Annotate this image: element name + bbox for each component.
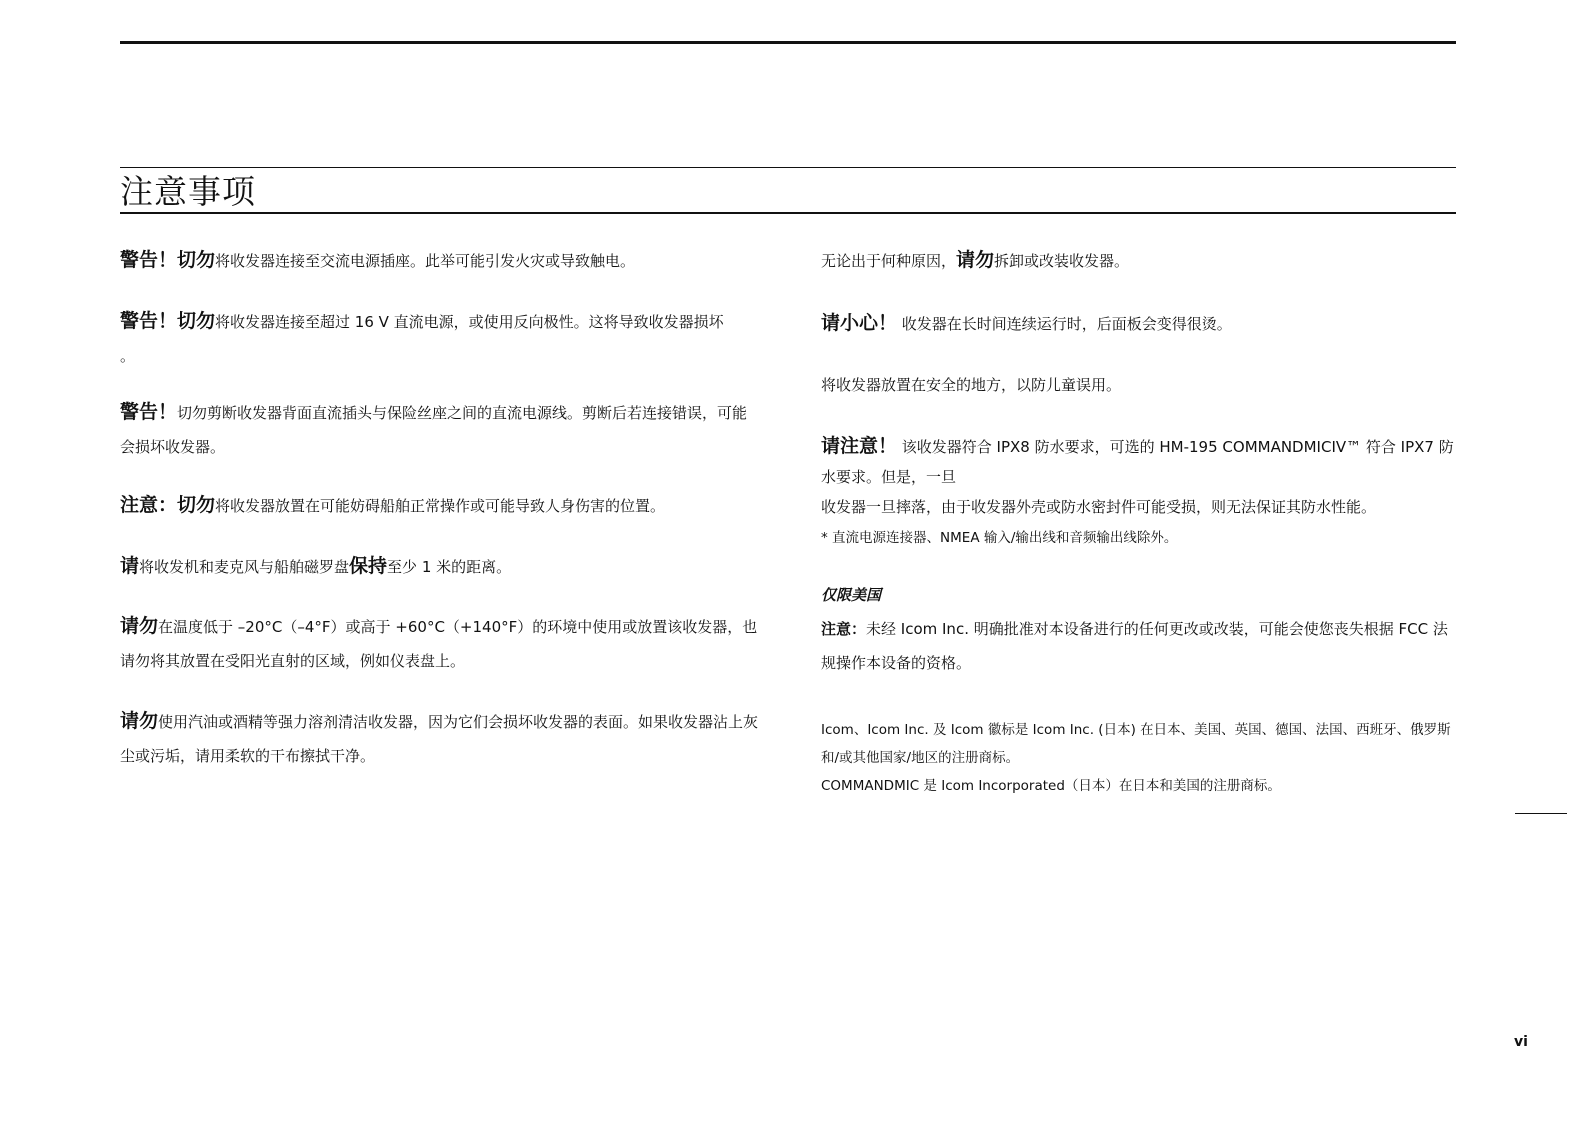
warning-label: 警告！	[120, 310, 178, 332]
warning-text: 将收发器连接至交流电源插座。此举可能引发火灾或导致触电。	[215, 252, 636, 270]
warning-text: 切勿剪断收发器背面直流插头与保险丝座之间的直流电源线。剪断后若连接错误，可能会损坏收发器。	[120, 404, 748, 456]
usa-note-text: 未经 Icom Inc. 明确批准对本设备进行的任何更改或改装，可能会使您丧失根据 FCC 法规操作本设备的资格。	[821, 620, 1448, 672]
warning-label: 警告！	[120, 401, 178, 423]
waterproof-line-2: 收发器一旦摔落，由于收发器外壳或防水密封件可能受损，则无法保证其防水性能。	[821, 498, 1377, 516]
title-rule-top	[120, 167, 1456, 168]
side-tab-rule	[1515, 813, 1567, 814]
caution-placement	[120, 488, 760, 523]
do-not-label: 请勿	[120, 615, 159, 637]
cleaning-note	[120, 704, 760, 773]
usa-note-label: 注意：	[821, 620, 867, 638]
do-not-label: 请勿	[120, 710, 159, 732]
usa-heading: 仅限美国	[821, 586, 882, 604]
disassembly-text-1: 无论出于何种原因，	[821, 252, 957, 270]
top-rule	[120, 41, 1456, 44]
no-disassembly	[821, 243, 1457, 278]
warning-text: 将收发器连接至超过 16 V 直流电源，或使用反向极性。这将导致收发器损坏	[215, 313, 724, 331]
page-number: vi	[1514, 1034, 1528, 1050]
warning-label: 警告！	[120, 249, 178, 271]
please-note-label: 请注意！	[821, 435, 898, 457]
trademark-icom: Icom、Icom Inc. 及 Icom 徽标是 Icom Inc. (日本) 在日本、美国、英国、德国、法国、西班牙、俄罗斯和/或其他国家/地区的注册商标。	[821, 722, 1451, 766]
temperature-text: 在温度低于 –20°C（–4°F）或高于 +60°C（+140°F）的环境中使用或放置该收发器，也请勿将其放置在受阳光直射的区域，例如仪表盘上。	[120, 618, 758, 670]
trademark-notice	[821, 716, 1457, 800]
title-rule-bottom	[120, 212, 1456, 214]
compass-distance	[120, 549, 760, 584]
compass-text-1: 将收发机和麦克风与船舶磁罗盘	[139, 558, 350, 576]
warning-text-tail: 。	[120, 347, 136, 365]
hot-panel-text: 收发器在长时间连续运行时，后面板会变得很烫。	[897, 315, 1232, 333]
warning-ac-power	[120, 243, 760, 278]
trademark-commandmic: COMMANDMIC 是 Icom Incorporated（日本）在日本和美国的注册商标。	[821, 778, 1281, 794]
usa-section	[821, 578, 1457, 680]
cleaning-text: 使用汽油或酒精等强力溶剂清洁收发器，因为它们会损坏收发器的表面。如果收发器沾上灰尘或污垢，请用柔软的干布擦拭干净。	[120, 713, 759, 765]
page-title: 注意事项	[120, 172, 256, 211]
never-label: 切勿	[177, 249, 216, 271]
never-label: 切勿	[177, 494, 216, 516]
waterproof-note	[821, 431, 1457, 552]
caution-text: 将收发器放置在可能妨碍船舶正常操作或可能导致人身伤害的位置。	[215, 497, 666, 515]
warning-dc-voltage	[120, 304, 760, 373]
child-safety-text: 将收发器放置在安全的地方，以防儿童误用。	[821, 376, 1122, 394]
be-careful-label: 请小心！	[821, 312, 898, 334]
please-label: 请	[120, 555, 140, 577]
waterproof-line-1: 该收发器符合 IPX8 防水要求，可选的 HM-195 COMMANDMICIV™ 符合 IPX7 防水要求。但是，一旦	[821, 438, 1454, 486]
child-safety	[821, 368, 1457, 402]
do-not-label: 请勿	[956, 249, 995, 271]
never-label: 切勿	[177, 310, 216, 332]
disassembly-text-2: 拆卸或改装收发器。	[994, 252, 1130, 270]
caution-label: 注意：	[120, 494, 178, 516]
waterproof-footnote: * 直流电源连接器、NMEA 输入/输出线和音频输出线除外。	[821, 530, 1178, 546]
warning-dc-cable	[120, 395, 760, 464]
keep-label: 保持	[349, 555, 388, 577]
hot-panel-caution	[821, 306, 1457, 341]
temperature-note	[120, 609, 760, 678]
compass-text-2: 至少 1 米的距离。	[387, 558, 512, 576]
